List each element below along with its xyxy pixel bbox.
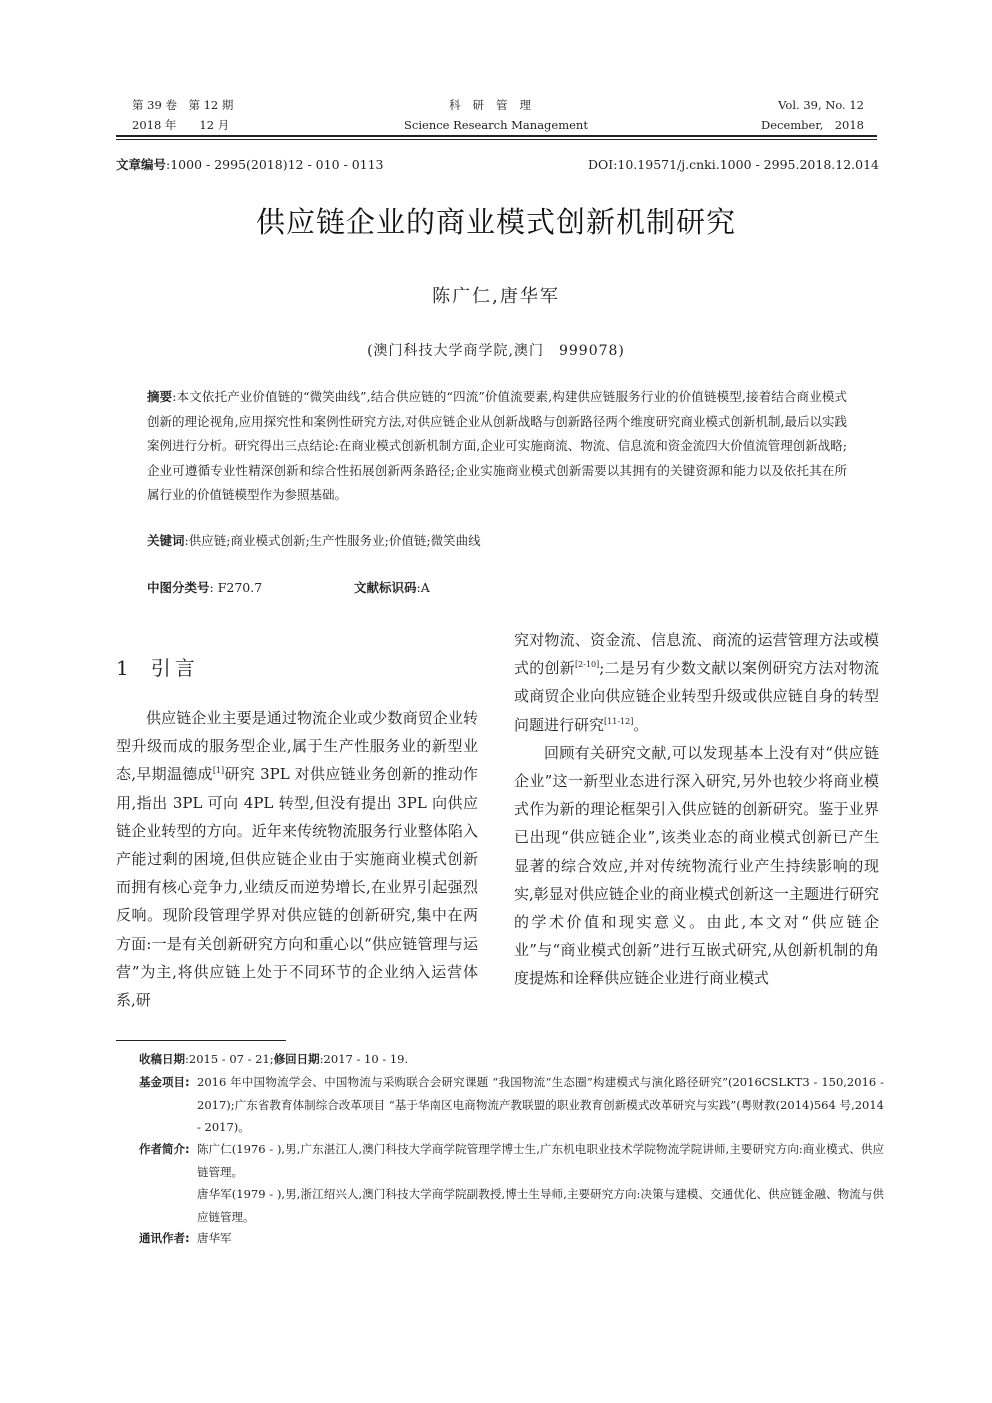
body-left-column <box>116 704 478 1014</box>
header-journal-english: Science Research Management <box>404 118 588 132</box>
citation-ref: [2-10] <box>575 660 600 670</box>
article-number-value: :1000 - 2995(2018)12 - 010 - 0113 <box>166 157 384 172</box>
keywords <box>147 529 847 554</box>
header-rule-thin <box>116 139 877 140</box>
citation-ref: [1] <box>212 766 225 776</box>
section-heading <box>116 652 199 681</box>
clc-label: 中图分类号 <box>147 580 210 595</box>
received-label: 收稿日期 <box>139 1052 185 1066</box>
corr-author: 唐华军 <box>197 1231 232 1245</box>
body-right-column <box>514 626 879 993</box>
affiliation: (澳门科技大学商学院,澳门 999078) <box>367 343 625 359</box>
author-list: 陈广仁,唐华军 <box>432 286 560 307</box>
received-date: :2015 - 07 - 21; <box>185 1052 274 1066</box>
keywords-label: 关键词 <box>147 533 185 548</box>
footnote-dates <box>139 1048 884 1071</box>
header-date: 2018 年 12 月 <box>132 118 230 132</box>
doi: DOI:10.19571/j.cnki.1000 - 2995.2018.12.014 <box>587 157 879 172</box>
body-paragraph: 供应链企业主要是通过物流企业或少数商贸企业转型升级而成的服务型企业,属于生产性服务业的新型业态,早期温德成[1]研究 3PL 对供应链业务创新的推动作用,指出 3PL 可向 4PL 转型,但没有提出 3PL 向供应链企业转型的方向。近年来传统物流服务行业整体陷入产能过剩的困境,但供应链企业由于实施商业模式创新而拥有核心竞争力,业绩反而逆势增长,在业界引起强烈反响。现阶段管理学界对供应链的创新研究,集中在两方面:一是有关创新研究方向和重心以“供应链管理与运营”为主,将供应链上处于不同环节的企业纳入运营体系,研 <box>116 709 478 1010</box>
doc-code <box>354 578 430 598</box>
keywords-text: :供应链;商业模式创新;生产性服务业;价值链;微笑曲线 <box>184 533 481 548</box>
article-number <box>116 156 384 174</box>
body-paragraph: 究对物流、资金流、信息流、商流的运营管理方法或模式的创新[2-10];二是另有少数文献以案例研究方法对物流或商贸企业向供应链企业转型升级或供应链自身的转型问题进行研究[11-12]。 <box>514 631 879 734</box>
clc-value: : F270.7 <box>209 580 263 595</box>
revised-label: 修回日期 <box>273 1052 320 1066</box>
abstract-text: :本文依托产业价值链的“微笑曲线”,结合供应链的“四流”价值流要素,构建供应链服务行业的价值链模型,接着结合商业模式创新的理论视角,应用探究性和案例性研究方法,对供应链企业从创新战略与创新路径两个维度研究商业模式创新机制,最后以实践案例进行分析。研究得出三点结论:在商业模式创新机制方面,企业可实施商流、物流、信息流和资金流四大价值流管理创新战略;企业可遵循专业性精深创新和综合性拓展创新两条路径;企业实施商业模式创新需要以其拥有的关键资源和能力以及依托其在所属行业的价值链模型作为参照基础。 <box>147 389 847 502</box>
header-issue-en <box>761 95 864 135</box>
abstract <box>147 385 847 508</box>
footnote-rule <box>116 1040 286 1041</box>
paper-title: 供应链企业的商业模式创新机制研究 <box>255 205 736 239</box>
header-journal-title: 科研管理 <box>449 98 543 112</box>
header-issue <box>132 95 233 135</box>
doc-code-label: 文献标识码 <box>354 580 417 595</box>
clc-number <box>147 578 262 598</box>
citation-ref: [11-12] <box>604 716 634 726</box>
abstract-label: 摘要 <box>147 389 173 404</box>
doc-code-value: :A <box>416 580 430 595</box>
revised-date: :2017 - 10 - 19. <box>319 1052 409 1066</box>
author1-bio: 陈广仁(1976 - ),男,广东湛江人,澳门科技大学商学院管理学博士生,广东机电职业技术学院物流学院讲师,主要研究方向:商业模式、供应链管理。 <box>197 1142 884 1179</box>
section-number: 1 <box>116 656 133 680</box>
author-bio-label: 作者简介: <box>139 1142 190 1156</box>
header-volume-issue: 第 39 卷 第 12 期 <box>132 98 234 112</box>
corr-label: 通讯作者: <box>139 1231 190 1245</box>
header-rule-thick <box>116 135 877 137</box>
header-date-en: December, 2018 <box>760 118 864 132</box>
section-title: 引言 <box>150 656 199 680</box>
fund-text: 2016 年中国物流学会、中国物流与采购联合会研究课题 “我国物流“生态圈”构建模式与演化路径研究”(2016CSLKT3 - 150,2016 - 2017);广东省教育体制综合改革项目 “基于华南区电商物流产教联盟的职业教育创新模式改革研究与实践”(粤财教(2014)564 号,2014 - 2017)。 <box>197 1075 884 1134</box>
header-journal <box>396 95 596 135</box>
body-paragraph: 回顾有关研究文献,可以发现基本上没有对“供应链企业”这一新型业态进行深入研究,另外也较少将商业模式作为新的理论框架引入供应链的创新研究。鉴于业界已出现“供应链企业”,该类业态的商业模式创新已产生显著的综合效应,并对传统物流行业产生持续影响的现实,彰显对供应链企业的商业模式创新这一主题进行研究的学术价值和现实意义。由此,本文对“供应链企业”与“商业模式创新”进行互嵌式研究,从创新机制的角度提炼和诠释供应链企业进行商业模式 <box>514 743 879 988</box>
header-vol-no: Vol. 39, No. 12 <box>778 98 864 112</box>
author2-bio: 唐华军(1979 - ),男,浙江绍兴人,澳门科技大学商学院副教授,博士生导师,主要研究方向:决策与建模、交通优化、供应链金融、物流与供应链管理。 <box>197 1187 884 1224</box>
fund-label: 基金项目: <box>139 1075 190 1089</box>
article-number-label: 文章编号 <box>116 157 167 172</box>
